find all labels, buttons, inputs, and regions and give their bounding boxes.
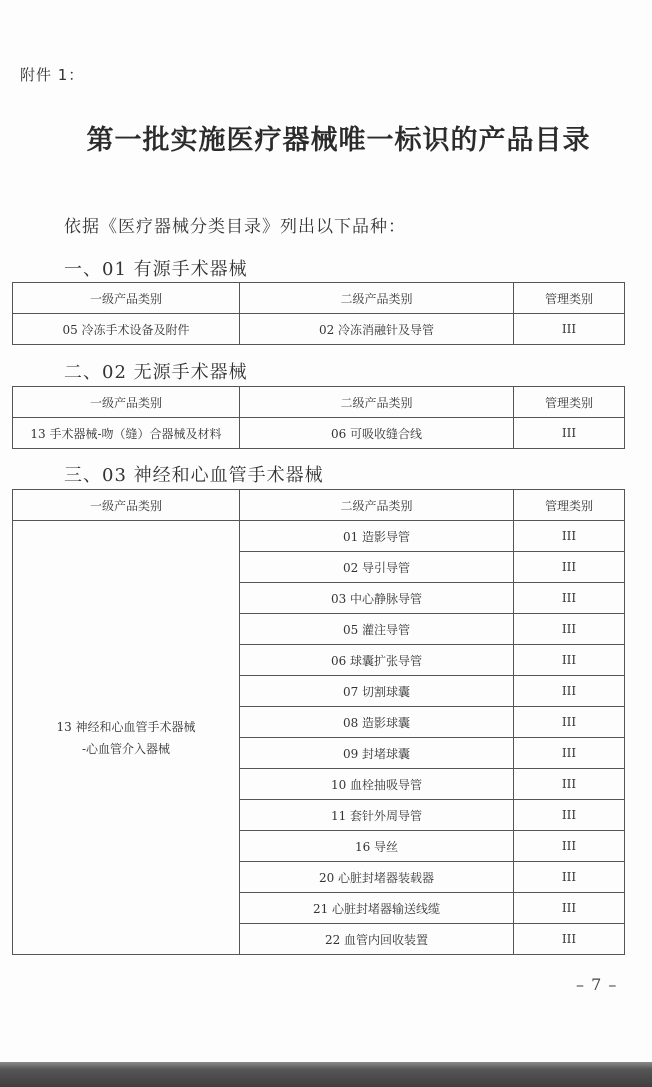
header-class: 管理类别	[514, 387, 625, 418]
catalog-table-3	[12, 489, 625, 955]
level2-cell: 02 冷冻消融针及导管	[240, 314, 514, 345]
level2-cell: 11 套针外周导管	[240, 800, 514, 831]
level1-line-2: -心血管介入器械	[81, 741, 171, 756]
level2-cell: 10 血栓抽吸导管	[240, 769, 514, 800]
table-row	[13, 418, 625, 449]
class-cell: III	[514, 831, 625, 862]
class-cell: III	[514, 707, 625, 738]
catalog-table-1	[12, 282, 625, 345]
page-title: 第一批实施医疗器械唯一标识的产品目录	[86, 125, 591, 156]
class-cell: III	[514, 614, 625, 645]
level2-cell: 08 造影球囊	[240, 707, 514, 738]
level1-cell: 13 手术器械-吻（缝）合器械及材料	[13, 418, 240, 449]
level2-cell: 07 切割球囊	[240, 676, 514, 707]
class-cell: III	[514, 583, 625, 614]
class-cell: III	[514, 552, 625, 583]
section-heading-1: 一、01 有源手术器械	[64, 259, 248, 280]
level2-cell: 05 灌注导管	[240, 614, 514, 645]
level2-cell: 02 导引导管	[240, 552, 514, 583]
header-level1: 一级产品类别	[13, 490, 240, 521]
level2-cell: 06 可吸收缝合线	[240, 418, 514, 449]
header-class: 管理类别	[514, 490, 625, 521]
table-header-row	[13, 283, 625, 314]
class-cell: III	[514, 645, 625, 676]
class-cell: III	[514, 738, 625, 769]
class-cell: III	[514, 800, 625, 831]
class-cell: III	[514, 769, 625, 800]
class-cell: III	[514, 314, 625, 345]
header-level2: 二级产品类别	[240, 490, 514, 521]
header-class: 管理类别	[514, 283, 625, 314]
table-row	[13, 314, 625, 345]
table-header-row	[13, 387, 625, 418]
attachment-label: 附件 1：	[20, 66, 85, 84]
level1-merged-cell	[13, 521, 240, 955]
level1-cell: 05 冷冻手术设备及附件	[13, 314, 240, 345]
level2-cell: 16 导丝	[240, 831, 514, 862]
page-number: – 7 –	[576, 975, 618, 994]
level2-cell: 22 血管内回收装置	[240, 924, 514, 955]
class-cell: III	[514, 924, 625, 955]
table-header-row	[13, 490, 625, 521]
class-cell: III	[514, 862, 625, 893]
header-level1: 一级产品类别	[13, 387, 240, 418]
section-heading-3: 三、03 神经和心血管手术器械	[64, 465, 324, 486]
section-heading-2: 二、02 无源手术器械	[64, 362, 248, 383]
table-row	[13, 521, 625, 552]
header-level2: 二级产品类别	[240, 387, 514, 418]
level1-line-1: 13 神经和心血管手术器械	[56, 719, 196, 734]
level2-cell: 09 封堵球囊	[240, 738, 514, 769]
level2-cell: 03 中心静脉导管	[240, 583, 514, 614]
intro-text: 依据《医疗器械分类目录》列出以下品种：	[64, 217, 406, 237]
catalog-table-2	[12, 386, 625, 449]
class-cell: III	[514, 418, 625, 449]
level2-cell: 21 心脏封堵器输送线缆	[240, 893, 514, 924]
level2-cell: 01 造影导管	[240, 521, 514, 552]
class-cell: III	[514, 893, 625, 924]
class-cell: III	[514, 521, 625, 552]
bottom-bar	[0, 1062, 652, 1087]
header-level1: 一级产品类别	[13, 283, 240, 314]
header-level2: 二级产品类别	[240, 283, 514, 314]
level2-cell: 06 球囊扩张导管	[240, 645, 514, 676]
class-cell: III	[514, 676, 625, 707]
level2-cell: 20 心脏封堵器装载器	[240, 862, 514, 893]
